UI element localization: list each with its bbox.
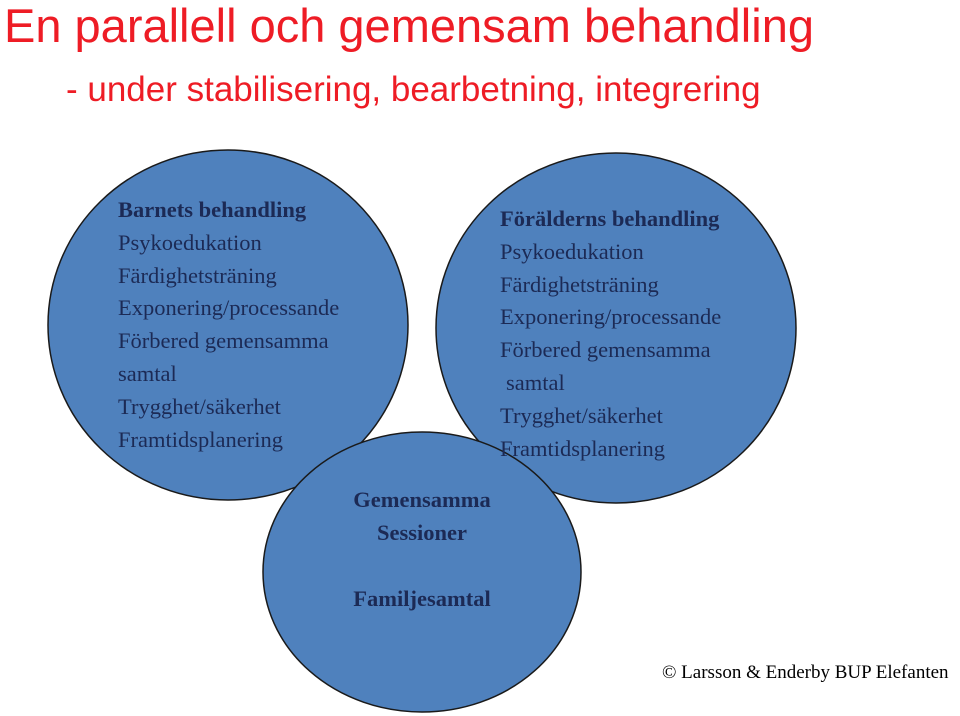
page-title: En parallell och gemensam behandling — [4, 0, 814, 52]
copyright-notice: © Larsson & Enderby BUP Elefanten — [662, 662, 949, 683]
joint-sessions-heading-line2: Sessioner — [377, 519, 467, 545]
child-item-future-planning: Framtidsplanering — [118, 426, 283, 452]
joint-sessions-heading-line1: Gemensamma — [353, 487, 491, 512]
child-item-psychoeducation: Psykoedukation — [118, 229, 262, 255]
parent-item-psychoeducation: Psykoedukation — [500, 238, 644, 264]
parent-item-exposure-processing: Exponering/processande — [500, 304, 722, 330]
parent-item-prepare-joint: Förbered gemensamma — [500, 337, 711, 363]
parent-item-future-planning: Framtidsplanering — [500, 435, 665, 461]
parent-item-skills-training: Färdighetsträning — [500, 271, 659, 297]
joint-sessions-text — [310, 484, 534, 615]
joint-item-family-conversation: Familjesamtal — [353, 585, 491, 611]
parent-treatment-heading: Förälderns behandling — [500, 206, 720, 231]
child-treatment-heading: Barnets behandling — [118, 197, 307, 222]
child-item-exposure-processing: Exponering/processande — [118, 295, 340, 321]
page-subtitle: - under stabilisering, bearbetning, integrering — [66, 70, 761, 109]
child-treatment-text — [118, 194, 339, 456]
parent-item-conversations: samtal — [506, 369, 565, 395]
child-item-conversations: samtal — [118, 360, 177, 386]
parent-item-safety: Trygghet/säkerhet — [500, 402, 663, 428]
joint-sessions-spacer — [310, 550, 534, 583]
child-item-prepare-joint: Förbered gemensamma — [118, 328, 329, 354]
parent-treatment-text — [500, 203, 721, 465]
child-item-safety: Trygghet/säkerhet — [118, 393, 281, 419]
child-item-skills-training: Färdighetsträning — [118, 262, 277, 288]
